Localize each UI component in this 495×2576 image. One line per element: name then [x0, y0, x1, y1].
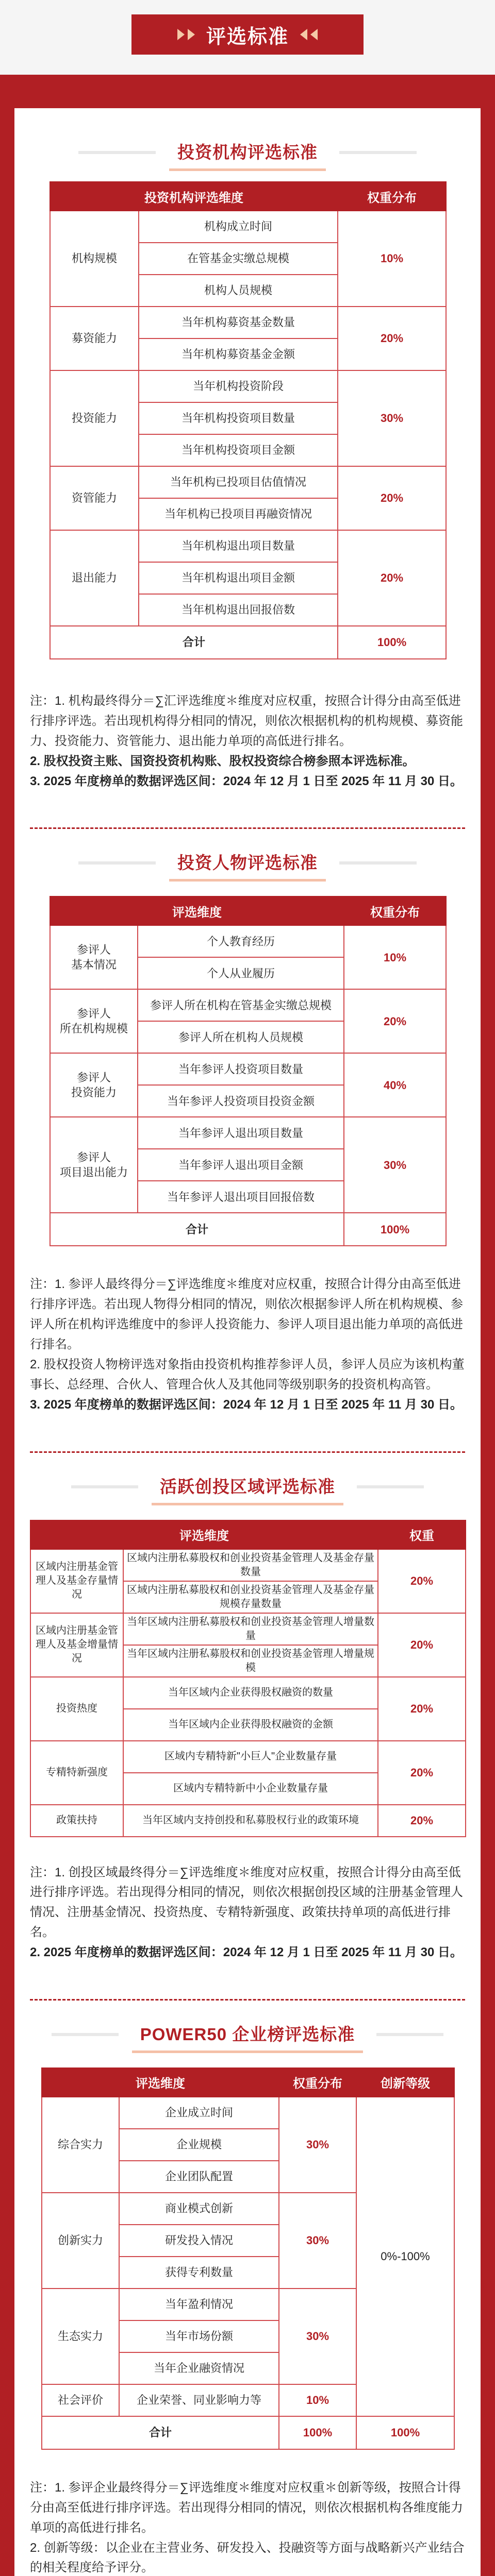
note: 注：1. 参评人最终得分＝∑评选维度＊维度对应权重，按照合计得分由高至低进行排序评选。若出现人物得分相同的情况，则依次根据参评人所在机构规模、参评人所在机构评选维度中的参评人投资能力、参评人项目退出能力单项的高低进行排名。 — [30, 1277, 463, 1351]
top-band — [0, 0, 495, 75]
dimension-label: 募资能力 — [50, 307, 139, 370]
criterion-item: 当年参评人退出项目金额 — [138, 1149, 344, 1181]
criterion-item: 当年区域内注册私募股权和创业投资基金管理人增量数量 — [123, 1613, 378, 1645]
total-row — [50, 626, 446, 659]
table-header: 投资机构评选维度 — [50, 182, 338, 211]
weight-value: 20% — [338, 466, 446, 530]
criterion-item: 区域内专精特新"小巨人"企业数量存量 — [123, 1741, 378, 1773]
table-row — [50, 530, 446, 562]
criterion-item: 当年区域内支持创投和私募股权行业的政策环境 — [123, 1805, 378, 1837]
table-row — [50, 1053, 446, 1085]
total-label: 合计 — [50, 1213, 344, 1246]
table-row — [50, 211, 446, 243]
weight-value: 20% — [344, 989, 446, 1053]
note: 2. 2025 年度榜单的数据评选区间：2024 年 12 月 1 日至 2025 年 11 月 30 日。 — [30, 1945, 463, 1959]
divider — [376, 2033, 443, 2036]
dimension-label: 投资热度 — [30, 1677, 123, 1741]
weight-value: 10% — [344, 925, 446, 989]
criterion-item: 当年参评人退出项目数量 — [138, 1117, 344, 1149]
table-header: 评选维度 — [30, 1520, 378, 1549]
page-title: 评选标准 — [206, 26, 289, 48]
weight-value: 20% — [378, 1677, 466, 1741]
table-row — [30, 1741, 466, 1773]
criterion-item: 当年机构退出项目金额 — [139, 562, 338, 594]
total-weight: 100% — [344, 1213, 446, 1246]
left-triangles-icon — [177, 29, 195, 40]
criterion-item: 当年机构退出回报倍数 — [139, 594, 338, 626]
dimension-label: 参评人 投资能力 — [50, 1053, 138, 1117]
weight-value: 30% — [344, 1117, 446, 1213]
table-row — [30, 1549, 466, 1581]
weight-value: 20% — [338, 530, 446, 626]
criteria-table — [30, 1520, 466, 1837]
section-power50 — [14, 2001, 481, 2576]
criterion-item: 当年机构投资阶段 — [139, 370, 338, 402]
criterion-item: 区域内专精特新中小企业数量存量 — [123, 1773, 378, 1805]
table-row — [50, 370, 446, 402]
criterion-item: 在管基金实缴总规模 — [139, 243, 338, 275]
table-row — [50, 1117, 446, 1149]
total-label: 合计 — [42, 2416, 279, 2449]
criterion-item: 当年参评人投资项目数量 — [138, 1053, 344, 1085]
weight-value: 30% — [279, 2193, 356, 2289]
criterion-item: 当年机构已投项目再融资情况 — [139, 498, 338, 530]
criterion-item: 当年区域内企业获得股权融资的金额 — [123, 1709, 378, 1741]
dimension-label: 专精特新强度 — [30, 1741, 123, 1805]
criterion-item: 当年盈利情况 — [119, 2289, 279, 2320]
divider — [339, 151, 417, 154]
content-panel — [14, 108, 481, 2576]
criteria-table — [50, 181, 447, 659]
note: 2. 创新等级：以企业在主营业务、研发投入、投融资等方面与战略新兴产业结合的相关程度给予评分。 — [30, 2540, 465, 2575]
weight-value: 30% — [338, 370, 446, 466]
criterion-item: 当年市场份额 — [119, 2320, 279, 2352]
section-title: POWER50 企业榜评选标准 — [132, 2016, 364, 2053]
criterion-item: 企业规模 — [119, 2129, 279, 2161]
dimension-label: 资管能力 — [50, 466, 139, 530]
section-notes — [30, 691, 465, 791]
note: 注：1. 参评企业最终得分＝∑评选维度＊维度对应权重＊创新等级，按照合计得分由高至低进行排序评选。若出现得分相同的情况，则依次根据机构各维度能力单项的高低进行排名。 — [30, 2480, 463, 2535]
criterion-item: 当年企业融资情况 — [119, 2352, 279, 2384]
table-row — [30, 1677, 466, 1709]
table-row — [30, 1613, 466, 1645]
note: 注：1. 机构最终得分＝∑汇评选维度＊维度对应权重，按照合计得分由高至低进行排序评选。若出现机构得分相同的情况，则依次根据机构的机构规模、募资能力、投资能力、资管能力、退出能力单项的高低进行排名。 — [30, 694, 463, 748]
criterion-item: 企业荣誉、同业影响力等 — [119, 2384, 279, 2416]
criterion-item: 参评人所在机构人员规模 — [138, 1021, 344, 1053]
total-row — [42, 2416, 454, 2449]
weight-value: 30% — [279, 2289, 356, 2384]
divider — [78, 151, 156, 154]
total-weight: 100% — [338, 626, 446, 659]
dimension-label: 区域内注册基金管理人及基金存量情况 — [30, 1549, 123, 1613]
criterion-item: 获得专利数量 — [119, 2257, 279, 2289]
divider — [52, 2033, 119, 2036]
criterion-item: 当年机构已投项目估值情况 — [139, 466, 338, 498]
criteria-table — [50, 896, 447, 1246]
criterion-item: 当年机构募资基金金额 — [139, 338, 338, 370]
table-header: 权重 — [378, 1520, 466, 1549]
section-notes — [30, 2478, 465, 2576]
table-row — [50, 925, 446, 957]
criterion-item: 企业团队配置 — [119, 2161, 279, 2193]
table-header: 权重分布 — [338, 182, 446, 211]
table-header: 权重分布 — [279, 2068, 356, 2097]
section-title: 投资人物评选标准 — [169, 844, 326, 882]
table-row — [50, 466, 446, 498]
criterion-item: 当年区域内注册私募股权和创业投资基金管理人增量规模 — [123, 1645, 378, 1677]
weight-value: 40% — [344, 1053, 446, 1117]
criterion-item: 当年区域内企业获得股权融资的数量 — [123, 1677, 378, 1709]
criterion-item: 商业模式创新 — [119, 2193, 279, 2225]
note: 注：1. 创投区域最终得分＝∑评选维度＊维度对应权重，按照合计得分由高至低进行排序评选。若出现得分相同的情况，则依次根据创投区域的注册基金管理人情况、注册基金情况、投资热度、专精特新强度、政策扶持单项的高低进行排名。 — [30, 1865, 463, 1940]
section-institution — [14, 108, 481, 791]
section-notes — [30, 1863, 465, 1963]
criteria-table — [41, 2067, 455, 2450]
total-innovation: 100% — [356, 2416, 454, 2449]
divider — [357, 1485, 424, 1488]
note: 2. 股权投资主账、国资投资机构账、股权投资综合榜参照本评选标准。 — [30, 754, 415, 768]
dimension-label: 参评人 项目退出能力 — [50, 1117, 138, 1213]
section-title: 投资机构评选标准 — [169, 134, 326, 171]
criterion-item: 研发投入情况 — [119, 2225, 279, 2257]
criterion-item: 区域内注册私募股权和创业投资基金管理人及基金存量数量 — [123, 1549, 378, 1581]
section-region — [14, 1453, 481, 1963]
section-person — [14, 829, 481, 1415]
weight-value: 30% — [279, 2097, 356, 2193]
dimension-label: 区域内注册基金管理人及基金增量情况 — [30, 1613, 123, 1677]
dimension-label: 退出能力 — [50, 530, 139, 626]
table-row — [50, 307, 446, 338]
dimension-label: 政策扶持 — [30, 1805, 123, 1837]
criterion-item: 个人从业履历 — [138, 957, 344, 989]
dimension-label: 综合实力 — [42, 2097, 119, 2193]
total-row — [50, 1213, 446, 1246]
table-body — [50, 925, 446, 1246]
divider — [71, 1485, 138, 1488]
section-title: 活跃创投区域评选标准 — [152, 1468, 343, 1505]
innovation-level: 0%-100% — [356, 2097, 454, 2416]
table-header: 评选维度 — [50, 896, 344, 925]
table-header: 评选维度 — [42, 2068, 279, 2097]
note: 2. 股权投资人物榜评选对象指由投资机构推荐参评人员，参评人员应为该机构董事长、总经理、合伙人、管理合伙人及其他同等级别职务的投资机构高管。 — [30, 1357, 465, 1392]
table-body — [42, 2097, 454, 2449]
section-notes — [30, 1275, 465, 1415]
criterion-item: 当年参评人退出项目回报倍数 — [138, 1181, 344, 1213]
dimension-label: 投资能力 — [50, 370, 139, 466]
weight-value: 10% — [338, 211, 446, 307]
table-header: 权重分布 — [344, 896, 446, 925]
table-row — [30, 1805, 466, 1837]
dimension-label: 创新实力 — [42, 2193, 119, 2289]
total-label: 合计 — [50, 626, 338, 659]
weight-value: 10% — [279, 2384, 356, 2416]
dimension-label: 社会评价 — [42, 2384, 119, 2416]
table-header: 创新等级 — [356, 2068, 454, 2097]
weight-value: 20% — [378, 1805, 466, 1837]
dimension-label: 参评人 基本情况 — [50, 925, 138, 989]
criterion-item: 当年机构退出项目数量 — [139, 530, 338, 562]
table-row — [42, 2097, 454, 2129]
table-row — [50, 989, 446, 1021]
weight-value: 20% — [378, 1741, 466, 1805]
criterion-item: 当年机构募资基金数量 — [139, 307, 338, 338]
divider — [339, 861, 417, 865]
note: 3. 2025 年度榜单的数据评选区间：2024 年 12 月 1 日至 2025 年 11 月 30 日。 — [30, 1397, 463, 1412]
criterion-item: 机构成立时间 — [139, 211, 338, 243]
dimension-label: 参评人 所在机构规模 — [50, 989, 138, 1053]
dimension-label: 生态实力 — [42, 2289, 119, 2384]
divider — [78, 861, 156, 865]
dimension-label: 机构规模 — [50, 211, 139, 307]
total-weight: 100% — [279, 2416, 356, 2449]
criterion-item: 参评人所在机构在管基金实缴总规模 — [138, 989, 344, 1021]
right-triangles-icon — [300, 29, 318, 40]
weight-value: 20% — [338, 307, 446, 370]
criterion-item: 机构人员规模 — [139, 275, 338, 307]
table-body — [30, 1549, 466, 1837]
criterion-item: 当年参评人投资项目投资金额 — [138, 1085, 344, 1117]
table-body — [50, 211, 446, 659]
criterion-item: 区域内注册私募股权和创业投资基金管理人及基金存量规模存量数量 — [123, 1581, 378, 1613]
criterion-item: 个人教育经历 — [138, 925, 344, 957]
note: 3. 2025 年度榜单的数据评选区间：2024 年 12 月 1 日至 2025 年 11 月 30 日。 — [30, 774, 463, 788]
criterion-item: 当年机构投资项目金额 — [139, 434, 338, 466]
weight-value: 20% — [378, 1549, 466, 1613]
header-banner — [131, 14, 364, 55]
weight-value: 20% — [378, 1613, 466, 1677]
criterion-item: 当年机构投资项目数量 — [139, 402, 338, 434]
criterion-item: 企业成立时间 — [119, 2097, 279, 2129]
